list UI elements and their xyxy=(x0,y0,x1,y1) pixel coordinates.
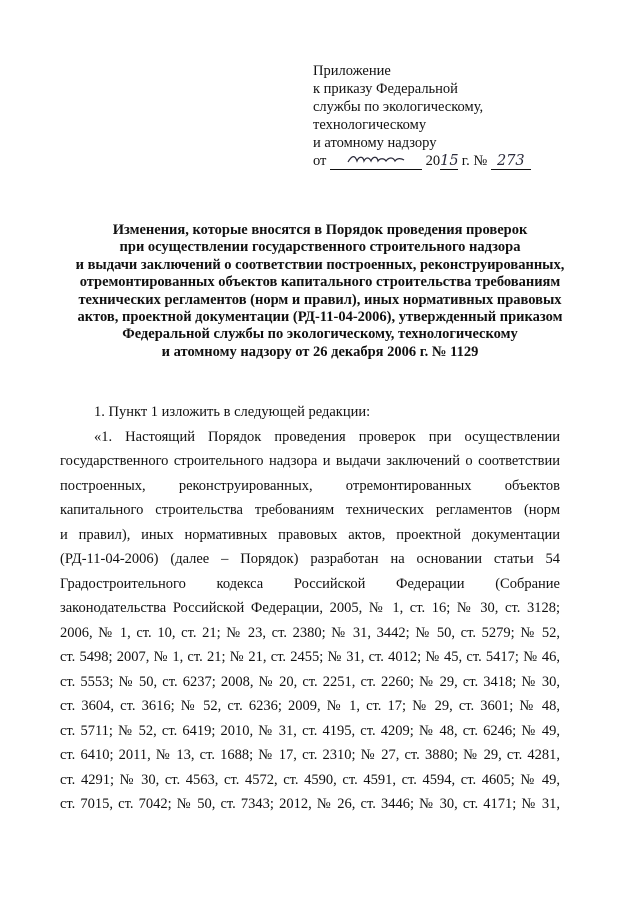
body-line: ст. 7015, ст. 7042; № 50, ст. 7343; 2012, № 26, ст. 3446; № 30, ст. 4171; № 31, xyxy=(60,796,560,812)
handwritten-order-number: 273 xyxy=(491,154,531,170)
body-line: капитального строительства требованиям технических регламентов (норм xyxy=(60,502,560,518)
document-title xyxy=(40,222,600,361)
handwritten-date-mark xyxy=(346,152,406,165)
handwritten-year: 15 xyxy=(440,153,459,169)
document-body xyxy=(60,400,560,817)
approval-line: Приложение xyxy=(313,63,391,79)
body-line: ст. 3604, ст. 3616; № 52, ст. 6236; 2009, № 1, ст. 17; № 29, ст. 3601; № 48, xyxy=(60,698,560,714)
title-line: отремонтированных объектов капитального строительства требованиям xyxy=(79,274,561,291)
approval-line: технологическому xyxy=(313,117,427,133)
point-heading: 1. Пункт 1 изложить в следующей редакции: xyxy=(94,404,371,420)
handwritten-date-field xyxy=(330,152,422,170)
title-line: технических регламентов (норм и правил), иных нормативных правовых xyxy=(78,291,562,308)
approval-line: и атомному надзору xyxy=(313,135,437,151)
body-line: (РД-11-04-2006) (далее – Порядок) разработан на основании статьи 54 xyxy=(60,551,560,567)
body-line: «1. Настоящий Порядок проведения проверок при осуществлении xyxy=(94,428,560,445)
date-century: 20 xyxy=(425,153,441,169)
title-line: актов, проектной документации (РД-11-04-2006), утвержденный приказом xyxy=(77,309,563,326)
title-line: Федеральной службы по экологическому, технологическому xyxy=(122,326,518,343)
body-line: государственного строительного надзора и выдачи заключений о соответствии xyxy=(60,453,560,469)
approval-date-line xyxy=(313,152,613,170)
approval-line: службы по экологическому, xyxy=(313,99,484,115)
date-prefix: от xyxy=(313,153,327,169)
body-line: ст. 4291; № 30, ст. 4563, ст. 4572, ст. 4590, ст. 4591, ст. 4594, ст. 4605; № 49, xyxy=(60,771,560,788)
date-suffix: г. № xyxy=(461,153,488,169)
approval-block xyxy=(313,62,613,170)
body-line: и правил), иных нормативных правовых актов, проектной документации xyxy=(60,526,560,543)
body-line: ст. 5553; № 50, ст. 6237; 2008, № 20, ст. 2251, ст. 2260; № 29, ст. 3418; № 30, xyxy=(60,673,560,690)
title-line: и выдачи заключений о соответствии построенных, реконструированных, xyxy=(75,256,565,273)
approval-line: к приказу Федеральной xyxy=(313,81,458,97)
title-line: Изменения, которые вносятся в Порядок проведения проверок xyxy=(112,222,528,238)
body-line: Градостроительного кодекса Российской Федерации (Собрание xyxy=(60,575,560,592)
body-line: ст. 5498; 2007, № 1, ст. 21; № 21, ст. 2455; № 31, ст. 4012; № 45, ст. 5417; № 46, xyxy=(60,649,560,665)
body-line: ст. 5711; № 52, ст. 6419; 2010, № 31, ст. 4195, ст. 4209; № 48, ст. 6246; № 49, xyxy=(60,722,560,739)
body-line: законодательства Российской Федерации, 2005, № 1, ст. 16; № 30, ст. 3128; xyxy=(60,600,560,616)
title-line: при осуществлении государственного строительного надзора xyxy=(119,239,521,256)
body-line: ст. 6410; 2011, № 13, ст. 1688; № 17, ст. 2310; № 27, ст. 3880; № 29, ст. 4281, xyxy=(60,747,560,763)
title-line: и атомному надзору от 26 декабря 2006 г. № 1129 xyxy=(161,343,479,360)
body-line: построенных, реконструированных, отремонтированных объектов xyxy=(60,477,560,494)
body-line: 2006, № 1, ст. 10, ст. 21; № 23, ст. 2380; № 31, 3442; № 50, ст. 5279; № 52, xyxy=(60,624,560,641)
